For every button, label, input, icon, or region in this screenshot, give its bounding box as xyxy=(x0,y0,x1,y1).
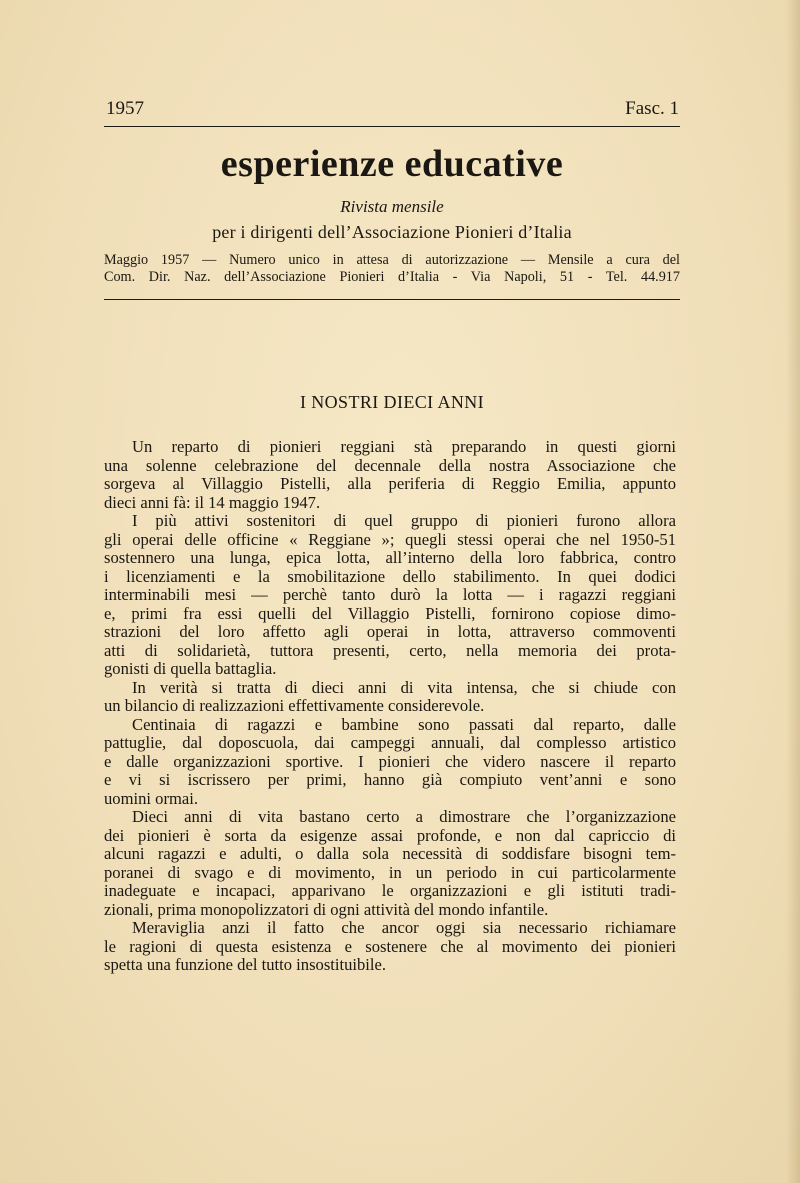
article-line: e vi si iscrissero per primi, hanno già compiuto vent’anni e sono xyxy=(104,770,676,789)
article-line: Meraviglia anzi il fatto che ancor oggi sia necessario richiamare xyxy=(132,918,676,937)
article-line: un bilancio di realizzazioni effettivamente considerevole. xyxy=(104,696,485,715)
article-line: le ragioni di questa esistenza e sostenere che al movimento dei pionieri xyxy=(104,936,676,956)
header-year: 1957 xyxy=(106,98,144,119)
journal-audience: per i dirigenti dell’Associazione Pionieri d’Italia xyxy=(212,222,572,242)
article-line: gonisti di quella battaglia. xyxy=(104,659,277,678)
article-line: e, primi fra essi quelli del Villaggio Pistelli, fornirono copiose dimo- xyxy=(104,603,676,623)
article-line: In verità si tratta di dieci anni di vita intensa, che si chiude con xyxy=(132,677,676,697)
article-line: poranei di svago e di movimento, in un periodo in cui particolarmente xyxy=(104,862,676,882)
article-line: uomini ormai. xyxy=(104,788,199,808)
masthead-line: Maggio 1957 — Numero unico in attesa di autorizzazione — Mensile a cura del xyxy=(104,252,680,268)
article-line: gli operai delle officine « Reggiane »; quegli stessi operai che nel 1950-51 xyxy=(104,529,676,549)
article-line: Un reparto di pionieri reggiani stà preparando in questi giorni xyxy=(132,437,676,456)
article-line: sostennero una lunga, epica lotta, all’interno della loro fabbrica, contro xyxy=(104,548,676,567)
article-line: alcuni ragazzi e adulti, o dalla sola necessità di soddisfare bisogni tem- xyxy=(104,844,676,863)
journal-subtitle: Rivista mensile xyxy=(340,197,444,216)
article-line: spetta una funzione del tutto insostituibile. xyxy=(104,955,387,974)
article-line: inadeguate e incapaci, apparivano le organizzazioni e gli istituti tradi- xyxy=(104,881,676,900)
article-title: I NOSTRI DIECI ANNI xyxy=(299,392,485,412)
header-issue: Fasc. 1 xyxy=(625,98,679,119)
article-line: strazioni del loro affetto agli operai in lotta, attraverso commoventi xyxy=(104,622,676,641)
article-line: interminabili mesi — perchè tanto durò la lotta — i ragazzi reggiani xyxy=(104,585,676,604)
masthead-rule xyxy=(104,299,680,300)
masthead xyxy=(104,252,680,286)
article-line: i licenziamenti e la smobilitazione dello stabilimento. In quei dodici xyxy=(104,566,676,586)
article-line: sorgeva al Villaggio Pistelli, alla periferia di Reggio Emilia, appunto xyxy=(104,474,676,493)
article-line: dieci anni fà: il 14 maggio 1947. xyxy=(104,492,321,512)
article-line: dei pionieri è sorta da esigenze assai profonde, e non dal capriccio di xyxy=(104,825,676,845)
masthead-line: Com. Dir. Naz. dell’Associazione Pionieri d’Italia - Via Napoli, 51 - Tel. 44.917 xyxy=(104,269,680,285)
header-rule xyxy=(104,126,680,127)
article-line: zionali, prima monopolizzatori di ogni attività del mondo infantile. xyxy=(104,899,549,919)
article-line: una solenne celebrazione del decennale della nostra Associazione che xyxy=(104,455,676,475)
article-line: atti di solidarietà, tuttora presenti, certo, nella memoria dei prota- xyxy=(104,640,676,660)
article-line: I più attivi sostenitori di quel gruppo di pionieri furono allora xyxy=(132,511,676,530)
article-line: Dieci anni di vita bastano certo a dimostrare che l’organizzazione xyxy=(132,807,676,826)
article-line: pattuglie, dal doposcuola, dai campeggi annuali, dal complesso artistico xyxy=(104,733,676,752)
article-body xyxy=(104,438,676,975)
journal-title: esperienze educative xyxy=(220,143,564,185)
article-line: e dalle organizzazioni sportive. I pionieri che videro nascere il reparto xyxy=(104,751,676,771)
page-edge-shadow xyxy=(786,0,800,1183)
article-line: Centinaia di ragazzi e bambine sono passati dal reparto, dalle xyxy=(132,714,676,734)
